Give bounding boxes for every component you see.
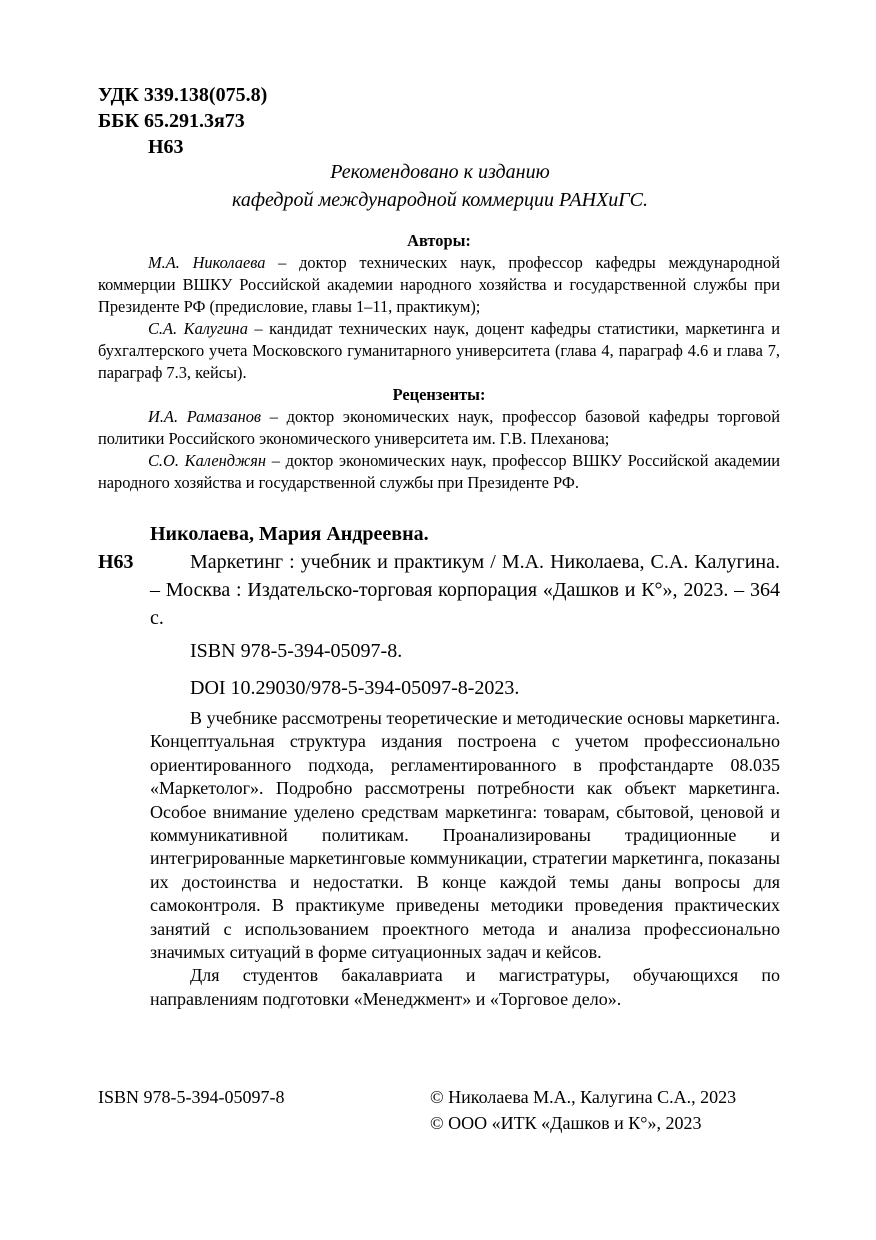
reviewer-entry	[98, 450, 780, 494]
author-name: М.А. Николаева	[148, 253, 266, 272]
recommendation	[140, 158, 740, 214]
classification-codes	[98, 82, 267, 160]
main-author: Николаева, Мария Андреевна.	[150, 523, 429, 545]
reviewer-name: С.О. Календжян	[148, 451, 267, 470]
author-mark-left: Н63	[98, 551, 134, 573]
annotation-paragraph: В учебнике рассмотрены теоретические и методические основы маркетинга. Концептуальная структура издания построена с учетом профессионально ориентированного подхода, регламентированного в профстандарте 08.035 «Маркетолог». Подробно рассмотрены потребности как объект маркетинга. Особое внимание уделено средствам маркетинга: товарам, сбытовой, ценовой и коммуникативной политикам. Проанализированы традиционные и интегрированные маркетинговые коммуникации, стратегии маркетинга, показаны их достоинства и недостатки. В конце каждой темы даны вопросы для самоконтроля. В практикуме приведены методики проведения практических занятий с использованием проектного метода и анализа профессионально значимых ситуаций в форме ситуационных задач и кейсов.	[150, 708, 780, 963]
author-entry	[98, 252, 780, 318]
footer-isbn: ISBN 978-5-394-05097-8	[98, 1087, 285, 1107]
annotation	[150, 707, 780, 1011]
author-entry	[98, 318, 780, 384]
reviewer-description: – доктор экономических наук, профессор базовой кафедры торговой политики Российского экономического университета им. Г.В. Плеханова;	[98, 407, 780, 448]
recommendation-line-2: кафедрой международной коммерции РАНХиГС.	[231, 189, 648, 211]
reviewer-description: – доктор экономических наук, профессор ВШКУ Российской академии народного хозяйства и государственной службы при Президенте РФ.	[98, 451, 780, 492]
author-name: С.А. Калугина	[148, 319, 248, 338]
credits-block	[98, 230, 780, 494]
udk-code: УДК 339.138(075.8)	[98, 84, 268, 106]
bibliographic-description: Маркетинг : учебник и практикум / М.А. Николаева, С.А. Калугина. – Москва : Издательско-торговая корпорация «Дашков и К°», 2023. – 364 с.	[150, 551, 780, 629]
recommendation-line-1: Рекомендовано к изданию	[330, 161, 550, 183]
copyright-authors: © Николаева М.А., Калугина С.А., 2023	[430, 1087, 737, 1107]
author-description: – доктор технических наук, профессор кафедры международной коммерции ВШКУ Российской академии народного хозяйства и государственной службы при Президенте РФ (предисловие, главы 1–11, практикум);	[98, 253, 780, 316]
isbn: ISBN 978-5-394-05097-8.	[190, 640, 403, 662]
authors-heading: Авторы:	[407, 231, 471, 250]
reviewers-heading: Рецензенты:	[392, 385, 486, 404]
reviewer-entry	[98, 406, 780, 450]
annotation-paragraph: Для студентов бакалавриата и магистратуры, обучающихся по направлениям подготовки «Менеджмент» и «Торговое дело».	[150, 965, 780, 1009]
bbk-code: ББК 65.291.3я73	[98, 110, 245, 132]
author-description: – кандидат технических наук, доцент кафедры статистики, маркетинга и бухгалтерского учета Московского гуманитарного университета (глава 4, параграф 4.6 и глава 7, параграф 7.3, кейсы).	[98, 319, 780, 382]
doi: DOI 10.29030/978-5-394-05097-8-2023.	[190, 677, 520, 699]
copyright-block	[430, 1084, 736, 1136]
reviewer-name: И.А. Рамазанов	[148, 407, 262, 426]
author-mark: Н63	[148, 136, 184, 158]
copyright-publisher: © ООО «ИТК «Дашков и К°», 2023	[430, 1113, 702, 1133]
